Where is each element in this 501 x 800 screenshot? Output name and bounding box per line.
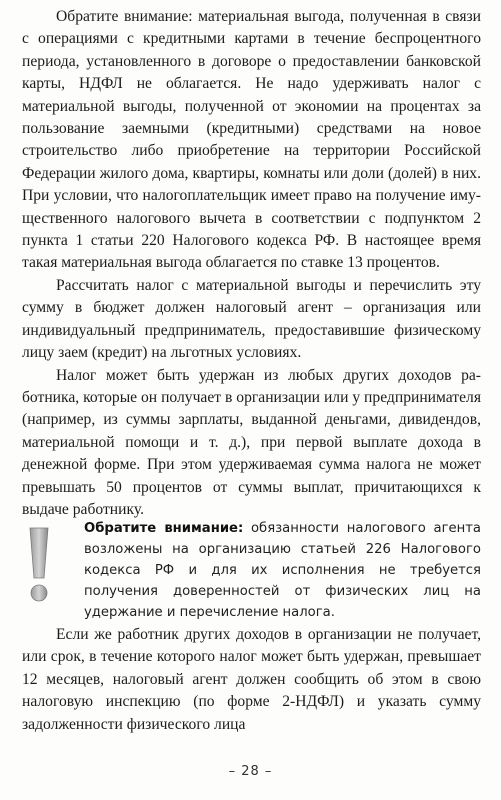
continuation-text — [22, 624, 481, 736]
attention-note — [22, 512, 481, 620]
paragraph-tax-agent: Рассчитать налог с материальной выгоды и перечислить эту сумму в бюджет должен налоговый агент – организация или индивидуальный предприниматель, предоставившие физическому лицу заем (кредит) на льготных условиях. — [22, 276, 481, 362]
note-lead: Обратите внимание: — [84, 521, 244, 536]
paragraph-no-income: Если же работник других доходов в организации не получает, или срок, в течение которого налог может быть удержан, превышает 12 месяцев, налоговый агент должен сообщить об этом в свою налоговую инспекцию (по форме 2-НДФЛ) и указать сумму задолженности физического лица — [22, 626, 481, 733]
paragraph-material-benefit: Обратите внимание: материальная выгода, полученная в связи с операциями с кредитными картами в течение беспроцентного периода, установленного в договоре о предоставлении банковской карты, НДФЛ не облагается. Не надо удерживать налог с материальной выгоды, полученной от экономии на процентах за пользование заемными (кредитными) средствами на новое строительство либо приобретение на территории Российской Федерации жилого дома, квартиры, комнаты или доли (долей) в них. При условии, что налогоплательщик имеет право на получение имущественного налогового вычета в соответствии с подпунктом 2 пункта 1 статьи 220 Налогового кодекса РФ. В настоящее время такая материальная выгода облагается по ставке 13 процентов. — [22, 8, 481, 272]
note-text — [84, 518, 481, 623]
main-body-text — [22, 6, 481, 521]
paragraph-withholding: Налог может быть удержан из любых других доходов работника, которые он получает в организации или у предпринимателя (например, из суммы зарплаты, выданной деньгами, дивидендов, материальной помощи и т. д.), при первой выплате дохода в денежной форме. При этом удерживаемая сумма налога не может превышать 50 процентов от суммы выплат, причитающихся к выдаче работнику. — [22, 366, 481, 518]
exclamation-icon — [24, 526, 54, 604]
note-body: обязанности налогового агента возложены на организацию статьей 226 Налогового кодекса РФ и для их исполнения не требуется получения доверенностей от физических лиц на удержание и перечисление налога. — [84, 521, 481, 620]
page-number: – 28 – — [228, 764, 273, 779]
